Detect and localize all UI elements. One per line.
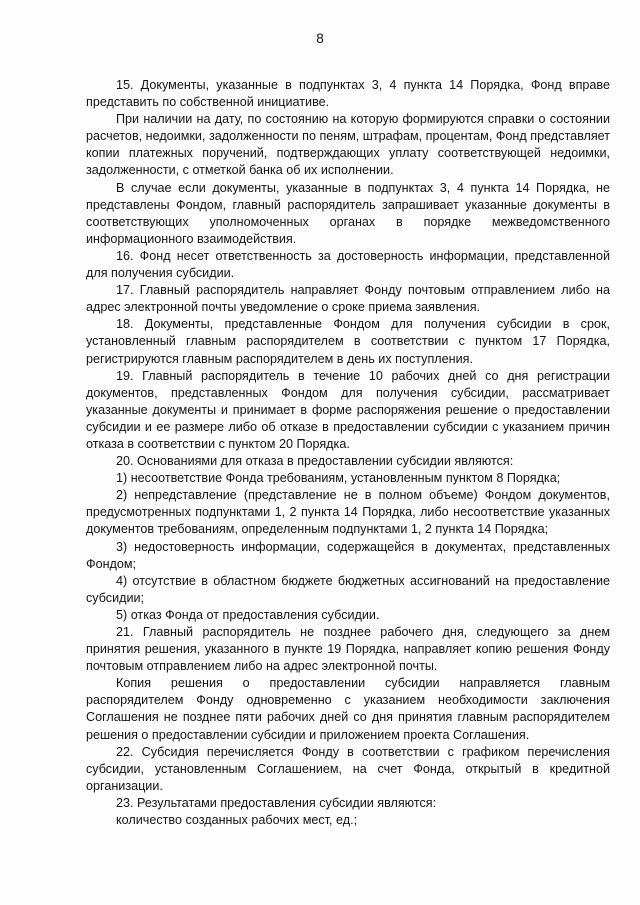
paragraph-23: 23. Результатами предоставления субсидии являются: [116, 795, 437, 810]
paragraph-15: 15. Документы, указанные в подпунктах 3, 4 пункта 14 Порядка, Фонд вправе представить по собственной инициативе. [86, 78, 610, 110]
paragraph-21: 21. Главный распорядитель не позднее рабочего дня, следующего за днем принятия решения, указанного в пункте 19 Порядка, направляет копию решения Фонду почтовым отправлением либо на адрес электронной почты. [86, 625, 610, 674]
paragraph-20-item-3: 3) недостоверность информации, содержащейся в документах, представленных Фондом; [86, 539, 610, 571]
paragraph-17: 17. Главный распорядитель направляет Фонду почтовым отправлением либо на адрес электронной почты уведомление о сроке приема заявления. [86, 283, 610, 315]
paragraph-23-item-jobs: количество созданных рабочих мест, ед.; [116, 813, 358, 828]
paragraph-20: 20. Основаниями для отказа в предоставлении субсидии являются: [116, 454, 514, 469]
paragraph-20-item-1: 1) несоответствие Фонда требованиям, установленным пунктом 8 Порядка; [116, 471, 561, 486]
paragraph-21-copy: Копия решения о предоставлении субсидии направляется главным распорядителем Фонду одновременно с указанием необходимости заключения Соглашения не позднее пяти рабочих дней со дня принятия главным распорядителем решения о предоставлении субсидии и приложением проекта Соглашения. [86, 676, 610, 742]
paragraph-22: 22. Субсидия перечисляется Фонду в соответствии с графиком перечисления субсидии, установленным Соглашением, на счет Фонда, открытый в кредитной организации. [86, 744, 610, 793]
paragraph-20-item-4: 4) отсутствие в областном бюджете бюджетных ассигнований на предоставление субсидии; [86, 573, 610, 605]
paragraph-15-request: В случае если документы, указанные в подпунктах 3, 4 пункта 14 Порядка, не представлены Фондом, главный распорядитель запрашивает указанные документы в соответствующих уполномоченных органах в порядке межведомственного информационного взаимодействия. [86, 180, 610, 246]
paragraph-19: 19. Главный распорядитель в течение 10 рабочих дней со дня регистрации документов, представленных Фондом для получения субсидии, рассматривает указанные документы и принимает в форме распоряжения решение о предоставлении субсидии и ее размере либо об отказе в предоставлении субсидии с указанием причин отказа в соответствии с пунктом 20 Порядка. [86, 368, 610, 451]
paragraph-18: 18. Документы, представленные Фондом для получения субсидии в срок, установленный главным распорядителем в соответствии с пунктом 17 Порядка, регистрируются главным распорядителем в день их поступления. [86, 317, 610, 366]
paragraph-20-item-2: 2) непредставление (представление не в полном объеме) Фондом документов, предусмотренных подпунктами 1, 2 пункта 14 Порядка, либо несоответствие указанных документов требованиям, определенным подпунктами 1, 2 пункта 14 Порядка; [86, 488, 610, 537]
paragraph-15-arrears: При наличии на дату, по состоянию на которую формируются справки о состоянии расчетов, недоимки, задолженности по пеням, штрафам, процентам, Фонд представляет копии платежных поручений, подтверждающих уплату соответствующей недоимки, задолженности, с отметкой банка об их исполнении. [86, 112, 610, 178]
paragraph-16: 16. Фонд несет ответственность за достоверность информации, представленной для получения субсидии. [86, 248, 610, 281]
document-body [86, 77, 610, 829]
page-number: 8 [316, 31, 324, 46]
paragraph-20-item-5: 5) отказ Фонда от предоставления субсидии. [116, 607, 380, 622]
